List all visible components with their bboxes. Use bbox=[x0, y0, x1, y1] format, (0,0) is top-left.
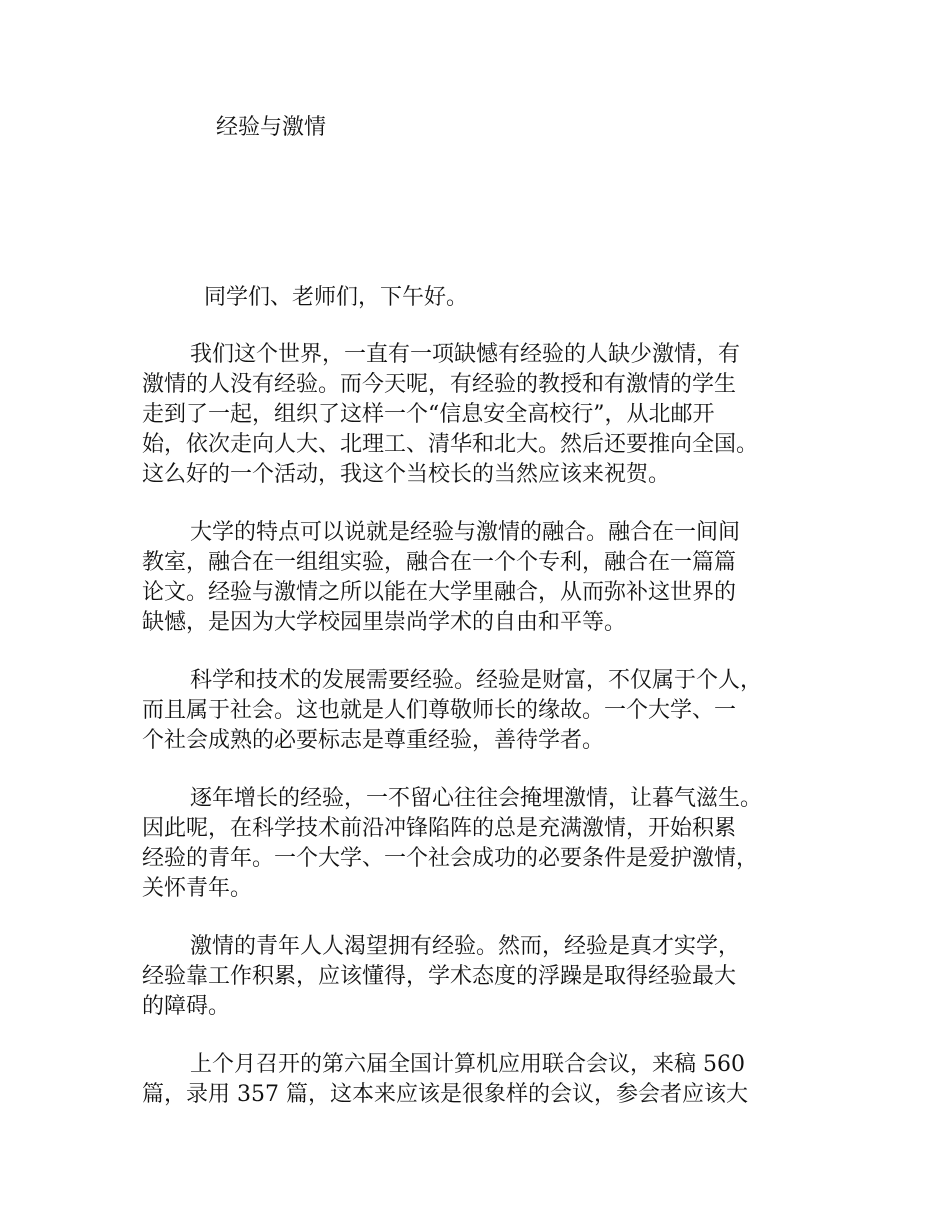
text-line: 始，依次走向人大、北理工、清华和北大。然后还要推向全国。 bbox=[142, 432, 759, 457]
paragraph-6 bbox=[142, 1050, 842, 1110]
text-line: 关怀青年。 bbox=[142, 876, 253, 901]
text-line: 我们这个世界，一直有一项缺憾有经验的人缺少激情，有 bbox=[190, 342, 741, 367]
text-line: 而且属于社会。这也就是人们尊敬师长的缘故。一个大学、一 bbox=[142, 698, 737, 723]
text-line: 论文。经验与激情之所以能在大学里融合，从而弥补这世界的 bbox=[142, 580, 737, 605]
text-line: 篇，录用 357 篇，这本来应该是很象样的会议，参会者应该大 bbox=[142, 1082, 748, 1107]
text-line: 走到了一起，组织了这样一个“信息安全高校行”，从北邮开 bbox=[142, 402, 715, 427]
text-line: 上个月召开的第六届全国计算机应用联合会议，来稿 560 bbox=[190, 1052, 745, 1077]
text-line: 这么好的一个活动，我这个当校长的当然应该来祝贺。 bbox=[142, 462, 671, 487]
text-line: 教室，融合在一组组实验，融合在一个个专利，融合在一篇篇 bbox=[142, 550, 737, 575]
text-line: 激情的人没有经验。而今天呢，有经验的教授和有激情的学生 bbox=[142, 372, 737, 397]
text-line: 科学和技术的发展需要经验。经验是财富，不仅属于个人， bbox=[190, 668, 763, 693]
text-line: 因此呢，在科学技术前沿冲锋陷阵的总是充满激情，开始积累 bbox=[142, 816, 737, 841]
document-title: 经验与激情 bbox=[216, 115, 327, 140]
text-line: 的障碍。 bbox=[142, 994, 231, 1019]
text-line: 缺憾，是因为大学校园里崇尚学术的自由和平等。 bbox=[142, 610, 627, 635]
paragraph-5 bbox=[142, 932, 842, 1022]
paragraph-4 bbox=[142, 784, 842, 904]
text-line: 个社会成熟的必要标志是尊重经验，善待学者。 bbox=[142, 728, 605, 753]
text-line: 经验靠工作积累，应该懂得，学术态度的浮躁是取得经验最大 bbox=[142, 964, 737, 989]
paragraph-1 bbox=[142, 340, 842, 490]
text-line: 大学的特点可以说就是经验与激情的融合。融合在一间间 bbox=[190, 520, 741, 545]
text-line: 逐年增长的经验，一不留心往往会掩埋激情，让暮气滋生。 bbox=[190, 786, 763, 811]
document-body bbox=[142, 340, 842, 1138]
text-line: 激情的青年人人渴望拥有经验。然而，经验是真才实学， bbox=[190, 934, 741, 959]
greeting-line: 同学们、老师们，下午好。 bbox=[204, 285, 469, 310]
paragraph-2 bbox=[142, 518, 842, 638]
paragraph-3 bbox=[142, 666, 842, 756]
text-line: 经验的青年。一个大学、一个社会成功的必要条件是爱护激情， bbox=[142, 846, 759, 871]
